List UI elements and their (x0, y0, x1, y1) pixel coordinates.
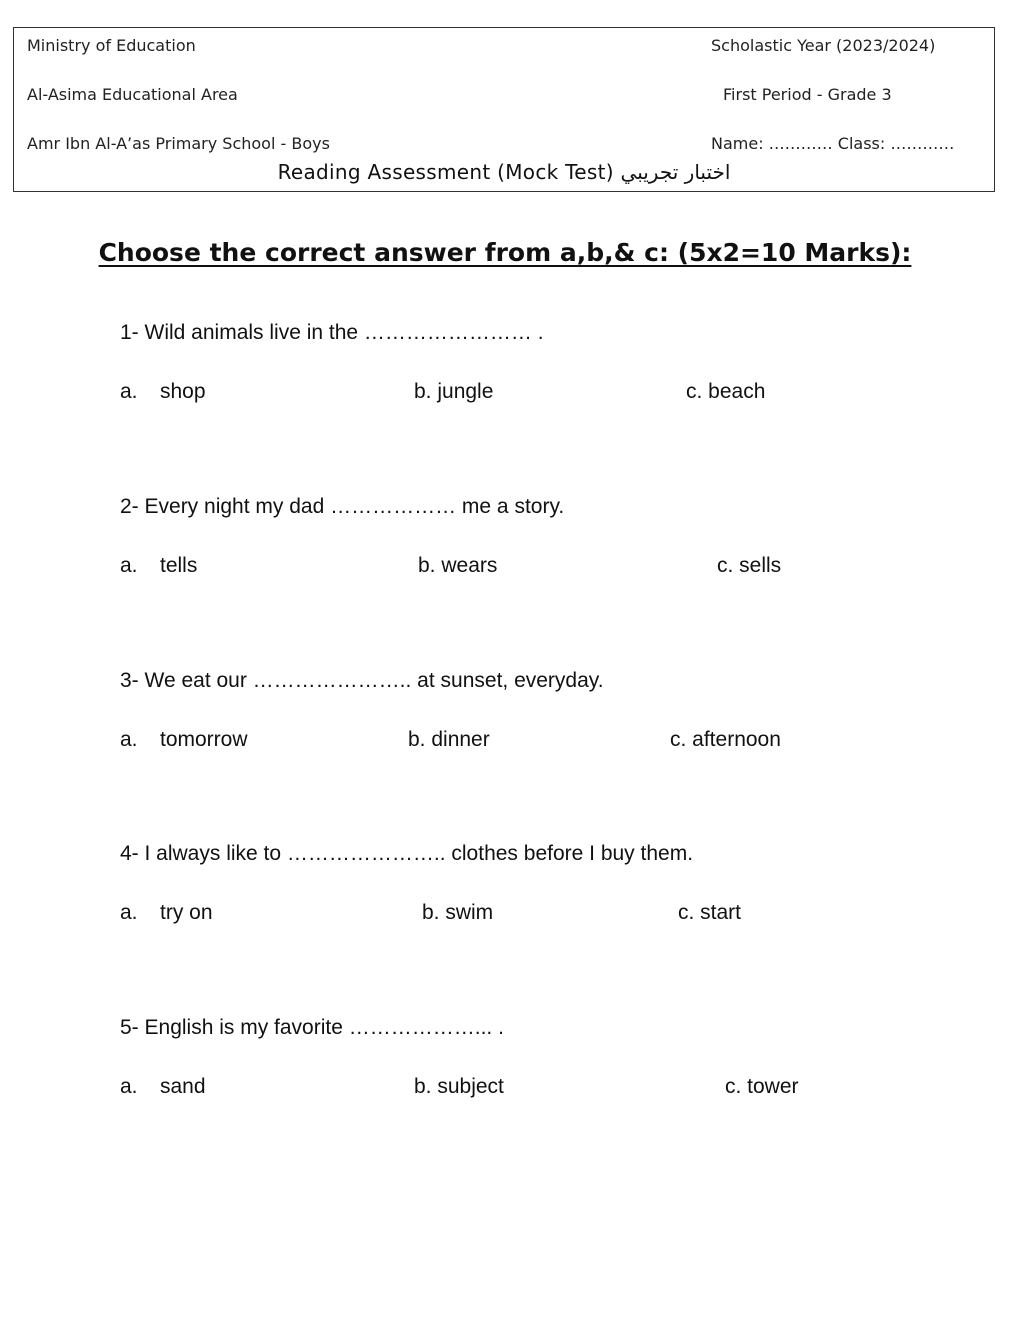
question-1-option-a (120, 380, 206, 404)
question-1: 1- Wild animals live in the …………………… . (120, 321, 544, 344)
question-3-option-a (120, 728, 248, 752)
option-letter: a. (120, 554, 138, 577)
header-row-3 (14, 134, 994, 156)
question-1-option-c: c. beach (686, 380, 766, 403)
question-4: 4- I always like to ………………….. clothes before I buy them. (120, 842, 694, 865)
school-label: Amr Ibn Al-A’as Primary School - Boys (27, 134, 330, 153)
name-class-field: Name: ………… Class: ………… (711, 134, 955, 153)
header-row-1 (14, 36, 994, 58)
ministry-label: Ministry of Education (27, 36, 196, 55)
option-a-text: sand (160, 1075, 206, 1098)
option-letter: a. (120, 901, 138, 924)
option-a-text: tomorrow (160, 728, 248, 751)
question-2-option-b: b. wears (418, 554, 498, 577)
question-5-option-a (120, 1075, 206, 1099)
question-4-option-b: b. swim (422, 901, 494, 924)
assessment-title: Reading Assessment (Mock Test) اختبار تجريبي (277, 160, 731, 184)
period-label: First Period - Grade 3 (723, 85, 892, 104)
question-2: 2- Every night my dad ……………… me a story. (120, 495, 565, 518)
question-1-option-b: b. jungle (414, 380, 494, 403)
question-3-option-b: b. dinner (408, 728, 490, 751)
question-3: 3- We eat our ………………….. at sunset, everyday. (120, 669, 604, 692)
question-3-option-c: c. afternoon (670, 728, 781, 751)
question-5: 5- English is my favorite ………………... . (120, 1016, 504, 1039)
question-5-option-b: b. subject (414, 1075, 504, 1098)
header-box (13, 27, 995, 192)
instruction-heading: Choose the correct answer from a,b,& c: (5x2=10 Marks): (98, 238, 912, 267)
option-a-text: shop (160, 380, 206, 403)
area-label: Al-Asima Educational Area (27, 85, 238, 104)
scholastic-year-label: Scholastic Year (2023/2024) (711, 36, 936, 55)
option-a-text: tells (160, 554, 198, 577)
header-row-2 (14, 85, 994, 107)
option-a-text: try on (160, 901, 213, 924)
question-2-option-a (120, 554, 197, 578)
question-4-option-c: c. start (678, 901, 742, 924)
question-2-option-c: c. sells (717, 554, 782, 577)
option-letter: a. (120, 728, 138, 751)
question-5-option-c: c. tower (725, 1075, 799, 1098)
option-letter: a. (120, 380, 138, 403)
option-letter: a. (120, 1075, 138, 1098)
question-4-option-a (120, 901, 213, 925)
